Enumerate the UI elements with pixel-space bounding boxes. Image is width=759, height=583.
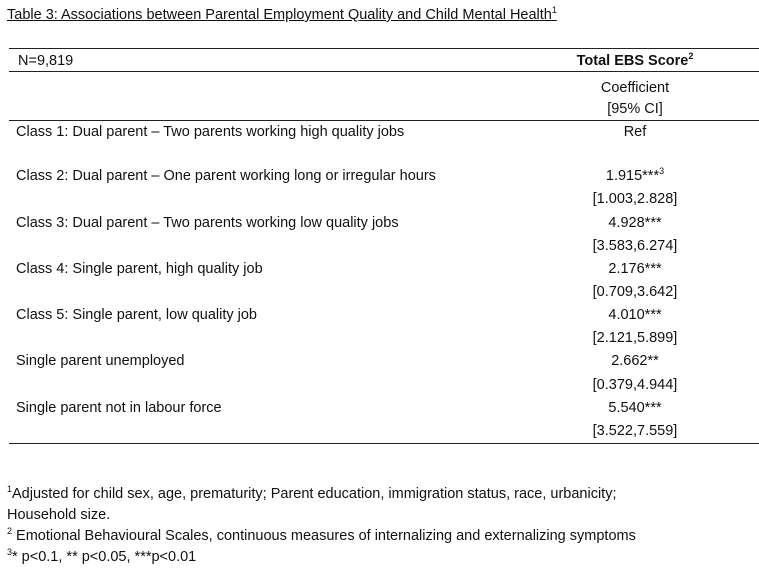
table-top-rule <box>9 48 759 49</box>
footnote-1-text: Adjusted for child sex, age, prematurity; Parent education, immigration status, race, urbanicity; <box>12 486 617 502</box>
row-ci-class-5: [2.121,5.899] <box>592 330 678 346</box>
footnote-1-marker: 1 <box>7 484 13 494</box>
row-value-class-2-footnote-marker: 3 <box>659 166 665 176</box>
row-value-class-2-text: 1.915*** <box>605 168 660 184</box>
row-label-class-5: Class 5: Single parent, low quality job <box>16 307 257 323</box>
footnote-3-marker: 3 <box>7 547 13 557</box>
footnote-2 <box>7 526 636 547</box>
footnote-1 <box>7 484 616 505</box>
row-label-not-in-labour-force: Single parent not in labour force <box>16 400 222 416</box>
row-ci-not-in-labour-force: [3.522,7.559] <box>592 423 678 439</box>
ci-header: [95% CI] <box>607 101 663 117</box>
row-label-class-3: Class 3: Dual parent – Two parents working low quality jobs <box>16 215 399 231</box>
row-label-class-2: Class 2: Dual parent – One parent working long or irregular hours <box>16 168 436 184</box>
table-bottom-rule <box>9 443 759 444</box>
header-rule <box>9 71 759 72</box>
row-value-class-5: 4.010*** <box>608 307 662 323</box>
row-value-not-in-labour-force: 5.540*** <box>608 400 662 416</box>
row-ci-class-4: [0.709,3.642] <box>592 284 678 300</box>
row-label-class-4: Class 4: Single parent, high quality job <box>16 261 263 277</box>
row-ci-class-3: [3.583,6.274] <box>592 238 678 254</box>
footnote-3-text: * p<0.1, ** p<0.05, ***p<0.01 <box>12 549 197 565</box>
outcome-header-text: Total EBS Score <box>576 53 689 69</box>
table-title <box>7 7 557 23</box>
outcome-header <box>520 52 750 70</box>
footnote-3 <box>7 547 196 568</box>
table-title-text: Table 3: Associations between Parental Employment Quality and Child Mental Health <box>7 7 552 23</box>
subheader-rule <box>9 120 759 121</box>
row-ci-unemployed: [0.379,4.944] <box>592 377 678 393</box>
sample-size-label: N=9,819 <box>18 53 74 69</box>
row-label-class-1: Class 1: Dual parent – Two parents working high quality jobs <box>16 124 405 140</box>
row-label-unemployed: Single parent unemployed <box>16 353 185 369</box>
outcome-header-footnote-marker: 2 <box>688 51 694 61</box>
row-ci-class-2: [1.003,2.828] <box>592 191 678 207</box>
row-value-class-2 <box>520 167 750 185</box>
row-value-class-3: 4.928*** <box>608 215 662 231</box>
footnote-1-continued: Household size. <box>7 507 111 523</box>
row-value-unemployed: 2.662** <box>611 353 659 369</box>
footnote-2-marker: 2 <box>7 526 13 536</box>
table-title-footnote-marker: 1 <box>551 5 557 15</box>
row-value-class-1: Ref <box>623 124 647 140</box>
row-value-class-4: 2.176*** <box>608 261 662 277</box>
coefficient-header: Coefficient <box>600 80 670 96</box>
footnote-2-text: Emotional Behavioural Scales, continuous measures of internalizing and externalizing symptoms <box>12 528 636 544</box>
